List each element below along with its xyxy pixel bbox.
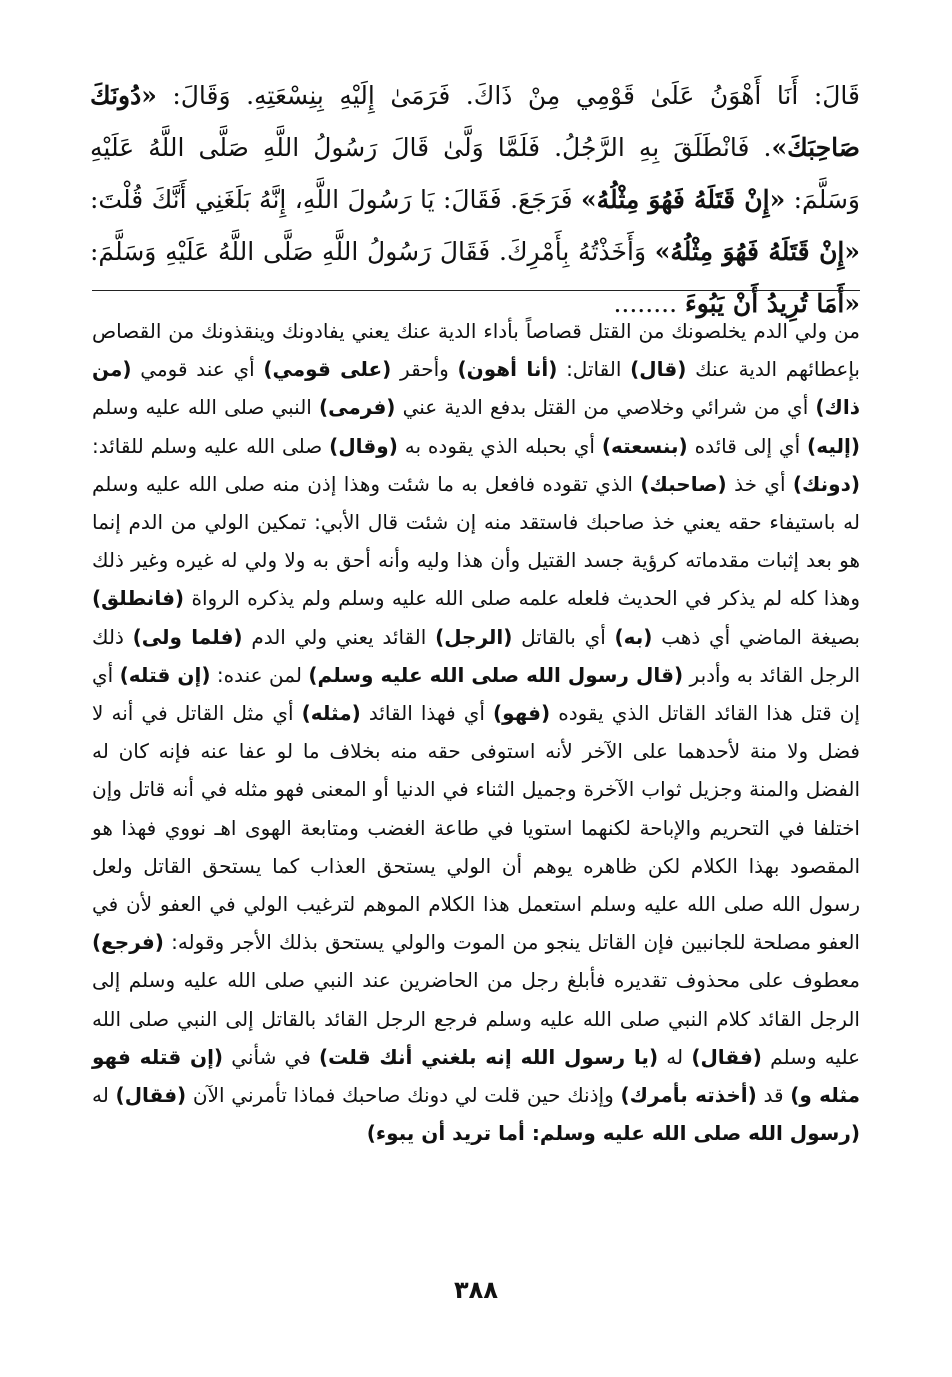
commentary-segment: معطوف على محذوف تقديره فأبلغ رجل من الحاضرين عند النبي صلى الله عليه وسلم إلى الرجل القائد كلام النبي صلى الله عليه وسلم فرجع الرجل القائد بالقاتل إلى النبي صلى الله عليه وسلم: [92, 968, 861, 1069]
commentary-keyword: (فانطلق): [92, 586, 185, 611]
hadith-quote: «أَمَا تُرِيدُ أَنْ يَبُوءَ: [685, 289, 860, 318]
commentary-segment: ذلك الرجل القائد به وأدبر: [92, 624, 860, 687]
commentary-keyword: (دونك): [792, 471, 860, 496]
hadith-quote: «إِنْ قَتَلَهُ فَهُوَ مِثْلُهُ»: [654, 237, 860, 266]
commentary-text: [92, 312, 860, 1152]
commentary-segment: أي من شرائي وخلاصي من القتل بدفع الدية عني: [395, 395, 816, 420]
hadith-quote: «دُونَكَ صَاحِبَكَ»: [90, 81, 860, 162]
commentary-keyword: (فهو): [493, 701, 551, 726]
commentary-keyword: (إن قتله): [119, 662, 211, 687]
commentary-keyword: (الرجل): [435, 624, 513, 649]
commentary-segment: النبي صلى الله عليه وسلم: [92, 395, 320, 420]
commentary-keyword: (قال): [630, 357, 687, 382]
commentary-keyword: (إن قتله فهو مثله و): [92, 1044, 860, 1108]
commentary-segment: أي بحبله الذي يقوده به: [397, 433, 602, 458]
commentary-keyword: (فلما ولى): [132, 624, 243, 649]
commentary-keyword: (يا رسول الله إنه بلغني أنك قلت): [318, 1044, 659, 1069]
commentary-keyword: (به): [614, 624, 653, 649]
commentary-paragraph: [92, 312, 860, 1152]
commentary-segment: له: [658, 1044, 692, 1069]
hadith-text: [90, 70, 860, 330]
commentary-keyword: (فرجع): [92, 930, 164, 955]
commentary-segment: أي عند قومي: [131, 357, 264, 382]
hadith-segment: ........: [613, 289, 685, 318]
commentary-keyword: (بنسعته): [601, 433, 688, 458]
commentary-segment: بصيغة الماضي أي ذهب: [652, 624, 860, 649]
hadith-segment: فَرَجَعَ. فَقَالَ: يَا رَسُولَ اللَّهِ، إِنَّهُ بَلَغَنِي أَنَّكَ قُلْتَ:: [90, 185, 582, 214]
commentary-keyword: (صاحبك): [640, 471, 727, 496]
hadith-segment: وَأَخَذْتُهُ بِأَمْرِكَ. فَقَالَ رَسُولُ اللَّهِ صَلَّى اللَّهُ عَلَيْهِ وَسَلَّمَ:: [90, 237, 655, 266]
commentary-segment: لمن عنده:: [210, 662, 309, 687]
commentary-keyword: (فقال): [115, 1083, 187, 1108]
commentary-segment: قد: [756, 1083, 791, 1108]
page-number: ٣٨٨: [454, 1276, 498, 1304]
hadith-segment: قَالَ: أَنَا أَهْوَنُ عَلَىٰ قَوْمِي مِنْ ذَاكَ. فَرَمَىٰ إِلَيْهِ بِنِسْعَتِهِ. وَقَالَ:: [156, 81, 860, 110]
commentary-keyword: (قال رسول الله صلى الله عليه وسلم): [308, 662, 684, 687]
commentary-segment: وأحقر: [391, 357, 458, 382]
commentary-segment: أي مثل القاتل في أنه لا فضل ولا منة لأحدهما على الآخر لأنه استوفى حقه منه بخلاف ما لو عفا عنه فإنه كان له الفضل والمنة وجزيل ثواب الآخرة وجميل الثناء في الدنيا أو المعنى فهو مثله في أنه قاتل وإن اختلفا في التحريم والإباحة لكنهما استويا في طاعة الغضب ومتابعة الهوى اهـ نووي فهذا هو المقصود بهذا الكلام لكن ظاهره يوهم أن الولي يستحق العذاب كما يستحق القاتل ولعل رسول الله صلى الله عليه وسلم استعمل هذا الكلام الموهم لترغيب الولي في العفو لأن في العفو مصلحة للجانبين فإن القاتل ينجو من الموت والولي يستحق بذلك الأجر وقوله:: [92, 701, 860, 955]
commentary-segment: أي خذ: [726, 471, 793, 496]
commentary-keyword: (إليه): [807, 433, 860, 458]
commentary-segment: له: [92, 1083, 116, 1108]
footnote-divider: [92, 290, 860, 291]
commentary-segment: صلى الله عليه وسلم للقائد:: [92, 433, 330, 458]
commentary-keyword: (مثله): [301, 701, 361, 726]
commentary-keyword: (أنا أهون): [457, 357, 558, 382]
commentary-keyword: (وقال): [329, 433, 398, 458]
commentary-keyword: (أخذته بأمرك): [620, 1083, 757, 1108]
hadith-quote: «إِنْ قَتَلَهُ فَهُوَ مِثْلُهُ»: [581, 185, 786, 214]
commentary-segment: القاتل:: [557, 357, 631, 382]
hadith-paragraph: [90, 70, 860, 330]
commentary-keyword: (فقال): [691, 1044, 762, 1069]
commentary-segment: أي إلى قائده: [687, 433, 808, 458]
commentary-keyword: (فرمى): [319, 395, 396, 420]
commentary-segment: أي إن قتل هذا القائد القاتل الذي يقوده: [92, 662, 860, 726]
commentary-segment: وإذنك حين قلت لي دونك صاحبك فماذا تأمرني الآن: [186, 1083, 621, 1108]
commentary-segment: أي فهذا القائد: [360, 701, 494, 726]
commentary-segment: الذي تقوده فافعل به ما شئت وهذا إذن منه صلى الله عليه وسلم له باستيفاء حقه يعني خذ صاحبك فاستقد منه إن شئت قال الأبي: تمكين الولي من الدم إنما هو بعد إثبات مقدماته كرؤية جسد القتيل وأن هذا وليه وأنه أحق به ولا ولي له غيره وغير ذلك وهذا كله لم يذكر في الحديث فلعله علمه صلى الله عليه وسلم ولم يذكره الرواة: [92, 471, 860, 611]
commentary-segment: القائد يعني ولي الدم: [242, 624, 436, 649]
hadith-segment: . فَانْطَلَقَ بِهِ الرَّجُلُ. فَلَمَّا وَلَّىٰ قَالَ رَسُولُ اللَّهِ صَلَّى اللَّهُ عَلَيْهِ وَسَلَّمَ:: [90, 133, 860, 214]
commentary-keyword: (رسول الله صلى الله عليه وسلم: أما تريد أن يبوء): [366, 1121, 860, 1146]
commentary-segment: في شأني: [223, 1044, 319, 1069]
commentary-keyword: (من ذاك): [92, 357, 860, 420]
commentary-segment: أي بالقاتل: [512, 624, 615, 649]
commentary-segment: من ولي الدم يخلصونك من القتل قصاصاً بأداء الدية عنك يعني يفادونك وينقذونك من القصاص بإعطائهم الدية عنك: [92, 319, 860, 382]
commentary-keyword: (على قومي): [263, 357, 392, 382]
